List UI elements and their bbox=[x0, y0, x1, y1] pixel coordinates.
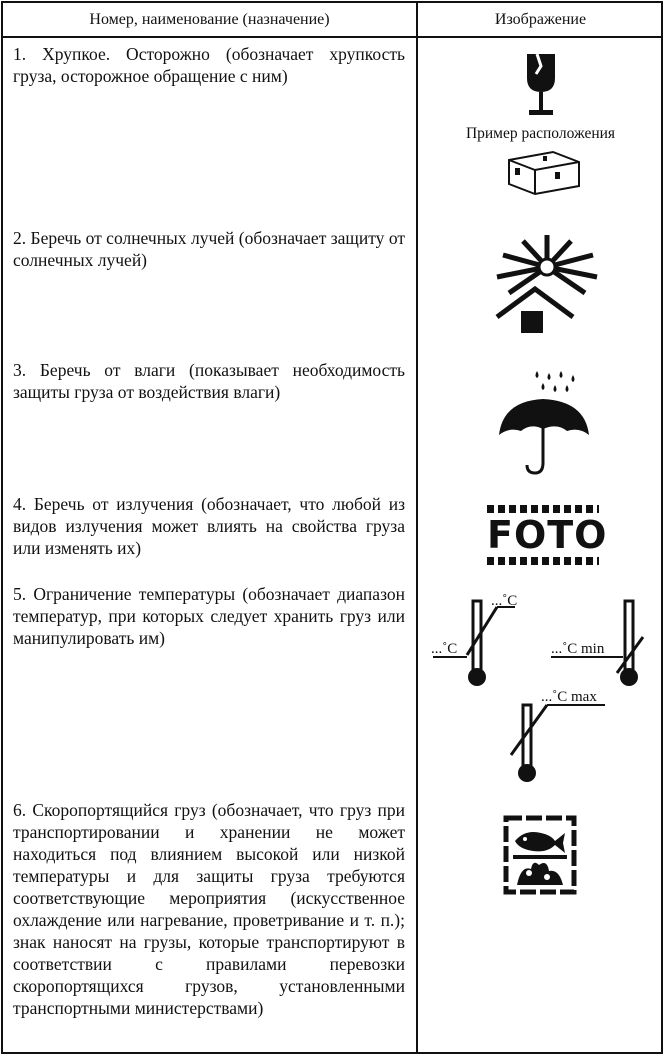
header-divider bbox=[3, 36, 661, 38]
thermometer-icon bbox=[427, 589, 663, 789]
temp-upper-label: ...˚C bbox=[491, 593, 518, 609]
umbrella-rain-icon bbox=[495, 367, 593, 477]
row-1-text: 1. Хрупкое. Осторожно (обозначает хрупкость груза, осторожное обращение с ним) bbox=[13, 44, 405, 86]
row-5-text: 5. Ограничение температуры (обозначает диапазон температур, при которых следует хранить груз или манипулировать им) bbox=[13, 584, 405, 648]
temp-lower-label: ...˚C bbox=[431, 641, 458, 657]
temp-max-label: ...˚C max bbox=[541, 689, 597, 705]
foto-radiation-icon bbox=[487, 505, 608, 565]
row-4-text: 4. Беречь от излучения (обозначает, что любой из видов излучения может влиять на свойства груза или изменять их) bbox=[13, 494, 405, 558]
foto-text: FOTO bbox=[487, 513, 608, 557]
row-6-text: 6. Скоропортящийся груз (обозначает, что груз при транспортировании и хранении не может находиться под влиянием высокой или низкой температуры и для защиты груза требуются соответствующие мероприятия (искусственное охлаждение или нагревание, проветривание и т. п.); знак наносят на грузы, которые транспортируют в соответствии с правилами перевозки скоропортящихся грузов, установленными транспортными министерствами) bbox=[13, 800, 405, 1018]
temp-min-label: ...˚C min bbox=[551, 641, 605, 657]
column-divider bbox=[416, 3, 418, 1052]
header-col-name: Номер, наименование (назначение) bbox=[89, 11, 330, 28]
row-3-text: 3. Беречь от влаги (показывает необходимость защиты груза от воздействия влаги) bbox=[13, 360, 405, 402]
sun-protection-icon bbox=[489, 233, 599, 337]
cargo-marks-table bbox=[1, 1, 663, 1054]
header-col-image: Изображение bbox=[494, 11, 587, 28]
row-2-text: 2. Беречь от солнечных лучей (обозначает защиту от солнечных лучей) bbox=[13, 228, 405, 270]
fragile-glass-icon bbox=[521, 52, 561, 120]
placement-caption: Пример расположения bbox=[465, 125, 616, 142]
box-placement-icon bbox=[503, 148, 585, 198]
perishable-cargo-icon bbox=[503, 815, 577, 895]
